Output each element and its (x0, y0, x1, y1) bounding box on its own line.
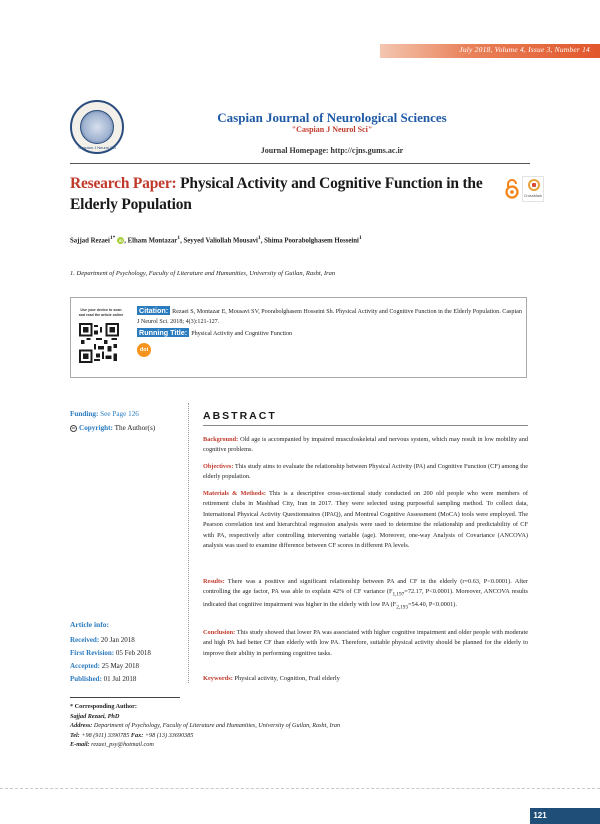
affiliation: 1. Department of Psychology, Faculty of Literature and Humanities, University of Guilan, Rasht, Iran (70, 270, 336, 277)
column-divider (188, 403, 189, 683)
results-text-3: =54.40, P<0.0001). (408, 601, 457, 609)
abstract-methods (203, 489, 528, 551)
open-access-icon (505, 179, 519, 199)
conclusion-text: This study showed that lower PA was associated with higher cognitive impairment and older people with moderate and high PA had better CF than elderly with low PA. Therefore, suitable physical activity should be planned for the elderly to improve their ability in performing cognitive tasks. (203, 629, 528, 657)
creative-commons-icon: cc (71, 425, 76, 430)
header-divider (70, 163, 530, 164)
methods-label: Materials & Methods: (203, 490, 266, 497)
accepted-date (70, 662, 139, 670)
corresponding-email (70, 740, 530, 750)
abstract-conclusion (203, 628, 528, 659)
corresponding-heading: * Corresponding Author: (70, 703, 137, 710)
author-sup: 1 (177, 235, 181, 241)
funding (70, 410, 139, 418)
running-title (137, 328, 522, 337)
email-text[interactable]: rezaei_psy@hotmail.com (89, 741, 154, 749)
doi-icon[interactable]: doi (137, 343, 151, 357)
results-text-1: There was a positive and significant relationship between PA and CF in the elderly (r=0.63, P<0.0001). After controlling the age factor, PA was able to explain 42% of CF variance (F (203, 578, 528, 596)
accepted-value: 25 May 2018 (101, 662, 140, 670)
citation-tag: Citation: (139, 306, 169, 315)
orcid-icon[interactable]: iD (118, 238, 123, 244)
received-label: Received: (70, 636, 100, 644)
conclusion-label: Conclusion: (203, 629, 236, 636)
revision-label: First Revision: (70, 649, 115, 657)
received-date (70, 636, 135, 644)
citation-text: Rezaei S, Montazar E, Mousavi SV, Poorabolghasem Hosseini Sh. Physical Activity and Cognitive Function in the Elderly Population. Caspian J Neurol Sci. 2018; 4(3):121-127. (137, 309, 522, 325)
crossmark-badge[interactable] (522, 176, 544, 202)
research-type-label: Research Paper: (70, 175, 177, 192)
qr-code-icon[interactable] (79, 323, 119, 363)
published-label: Published: (70, 675, 102, 683)
author-name: Sajjad Rezaei (70, 237, 110, 245)
copyright (70, 424, 155, 432)
author-list: Sajjad Rezaei$^{1*}$ iD , Elham Montazar$^1$, Seyyed Valiollah Mousavi$^1$, Shima Poorabolghasem Hosseini$^1$ (70, 235, 362, 245)
footer-divider (0, 788, 600, 789)
corresponding-name: Sajjad Rezaei, PhD (70, 712, 120, 720)
abstract-heading: ABSTRACT (203, 410, 277, 422)
abstract-results (203, 577, 528, 613)
revision-value: 05 Feb 2018 (115, 649, 151, 657)
running-title-tag: Running Title: (139, 328, 188, 337)
tel-text: +98 (911) 3390785 (79, 731, 131, 739)
logo-emblem (80, 110, 114, 144)
issue-banner (380, 44, 600, 58)
journal-logo (70, 100, 124, 154)
keywords (203, 675, 528, 682)
copyright-label: Copyright: (79, 424, 113, 432)
abstract-background (203, 435, 528, 456)
corresponding-phone (70, 731, 530, 741)
results-text-2: =72.17, P<0.0001). Moreover, ANCOVA results indicated that cognitive impairment was higher in the elderly with low PA (F (203, 588, 529, 609)
corresponding-divider (70, 697, 180, 698)
author-name: Shima Poorabolghasem Hosseini (264, 237, 359, 245)
tel-label: Tel: (70, 731, 80, 739)
results-sub-1: 1,197 (392, 591, 405, 598)
page-number: 121 (533, 811, 547, 820)
author-name: Elham Montazar (127, 237, 178, 245)
copyright-value: The Author(s) (114, 424, 156, 432)
accepted-label: Accepted: (70, 662, 100, 670)
corresponding-author (70, 702, 530, 750)
published-value: 01 Jul 2018 (103, 675, 137, 683)
methods-text: This is a descriptive cross-sectional study conducted on 200 old people who were members of retirement clubs in Mashhad City, Iran in 2017. They were selected using purposeful sampling method. To collect data, International Physical Activity Questionnaires (IPAQ), and Montreal Cognitive Assessment (MoCA) tools were employed. The Pearson correlation test and hierarchical regression analysis were used to determine the relationship and predictability of CF with PA, respectively after controlling intervening variable (age). Moreover, one-way Analysis of Covariance (ANCOVA) analysis was used to examine difference between CF scores in different PA levels. (203, 490, 528, 550)
email-label: E-mail: (70, 741, 90, 749)
logo-text: Caspian J Neurol Sci (78, 145, 116, 150)
running-title-text: Physical Activity and Cognitive Function (191, 331, 293, 337)
results-label: Results: (203, 578, 225, 585)
author-sup: 1* (109, 235, 116, 241)
funding-label: Funding: (70, 410, 99, 418)
corresponding-address (70, 721, 530, 731)
author-name: Seyyed Valiollah Mousavi (183, 237, 258, 245)
crossmark-icon (528, 179, 540, 191)
author-sup: 1 (257, 235, 261, 241)
abstract-divider (203, 425, 528, 426)
revision-date (70, 649, 151, 657)
address-text: Department of Psychology, Faculty of Literature and Humanities, University of Guilan, Rasht, Iran (92, 722, 341, 730)
abstract-objectives (203, 462, 528, 483)
qr-label: Use your device to scan and read the article online (78, 308, 124, 317)
address-label: Address: (70, 722, 93, 730)
fax-label: Fax: (130, 731, 144, 739)
issue-line: July 2018, Volume 4, Issue 3, Number 14 (459, 45, 590, 54)
keywords-label: Keywords: (203, 675, 233, 682)
paper-title-text: Physical Activity and Cognitive Function in the Elderly Population (70, 175, 483, 213)
journal-homepage: Journal Homepage: http://cjns.gums.ac.ir (260, 146, 404, 155)
background-label: Background: (203, 436, 239, 443)
funding-link[interactable]: See Page 126 (100, 410, 139, 418)
background-text: Old age is accompanied by impaired musculoskeletal and nervous system, which may result in low mobility and cognitive problems. (203, 436, 528, 454)
author-sup: 1 (358, 235, 362, 241)
journal-title: Caspian Journal of Neurological Sciences (217, 110, 447, 125)
article-info-heading: Article info: (70, 620, 109, 629)
objectives-label: Objectives: (203, 463, 234, 470)
citation (137, 306, 522, 327)
results-sub-2: 2,193 (396, 604, 408, 611)
keywords-text: Physical activity, Cognition, Frail elderly (232, 675, 340, 682)
citation-box (70, 297, 527, 378)
received-value: 20 Jan 2018 (100, 636, 135, 644)
journal-abbreviation: "Caspian J Neurol Sci" (291, 125, 373, 134)
crossmark-label: CrossMark (523, 194, 543, 198)
objectives-text: This study aims to evaluate the relationship between Physical Activity (PA) and Cognitive Function (CF) among the elderly population. (203, 463, 528, 481)
published-date (70, 675, 136, 683)
paper-title (70, 173, 490, 215)
fax-text: +98 (13) 33690385 (143, 731, 194, 739)
